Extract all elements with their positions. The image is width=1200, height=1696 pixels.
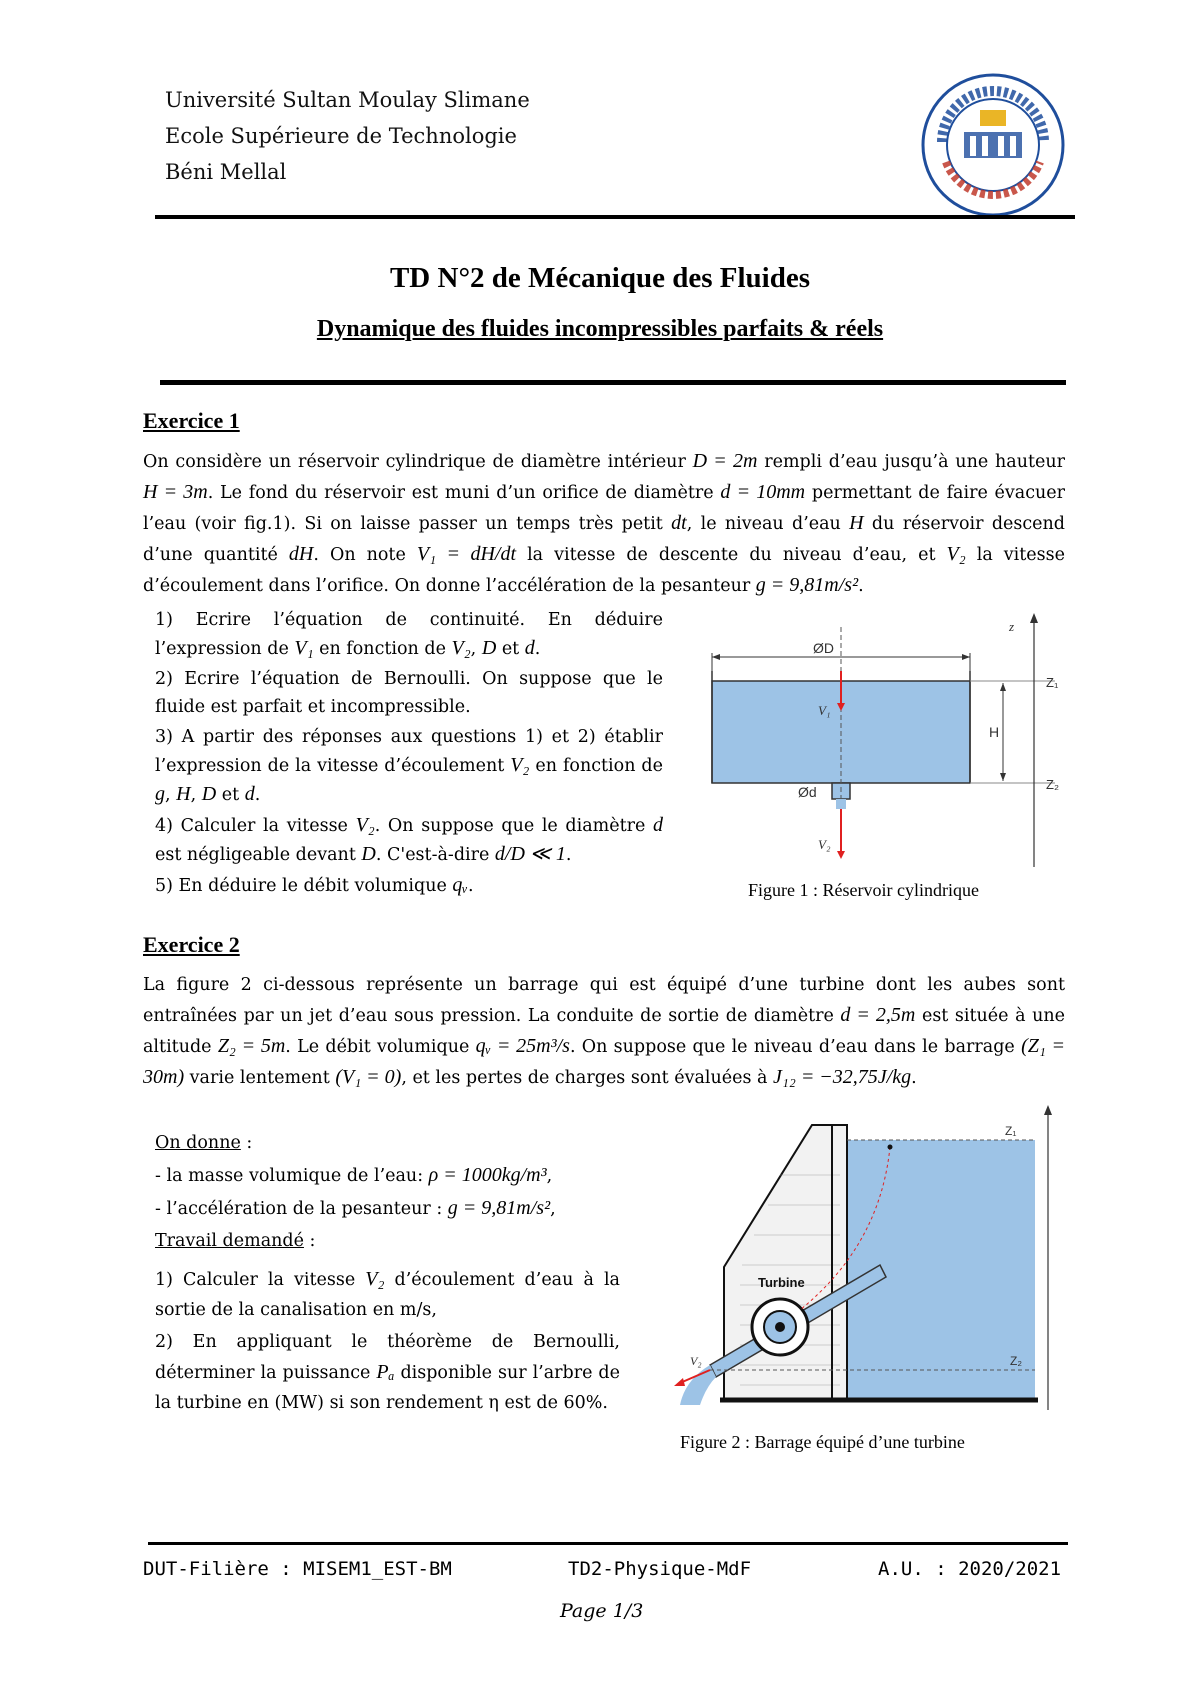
logo-seal-icon xyxy=(920,72,1066,218)
work-heading: Travail demandé : xyxy=(155,1231,316,1251)
question-1: 1) Ecrire l’équation de continuité. En déduire l’expression de V₁ en fonction de V₂, D et d. xyxy=(155,610,663,659)
exercise-1-questions xyxy=(155,606,663,902)
question-5: 5) En déduire le débit volumique qᵥ. xyxy=(155,874,474,896)
work-question-2: 2) En appliquant le théorème de Bernoulli, déterminer la puissance Pₐ disponible sur l’arbre de la turbine en (MW) si son rendement η est de 60%. xyxy=(155,1332,620,1413)
exercise-1-intro: On considère un réservoir cylindrique de diamètre intérieur D = 2m rempli d’eau jusqu’à une hauteur H = 3m. Le fond du réservoir est muni d’un orifice de diamètre d = 10mm permettant de faire évacuer l’eau (voir fig.1). Si on laisse passer un temps très petit dt, le niveau d’eau H du réservoir descend d’une quantité dH. On note V₁ = dH/dt la vitesse de descente du niveau d’eau, et V₂ la vitesse d’écoulement dans l’orifice. On donne l’accélération de la pesanteur g = 9,81m/s². xyxy=(143,450,1066,596)
university-name: Université Sultan Moulay Slimane xyxy=(165,88,530,112)
label-H: H xyxy=(989,724,1000,740)
label-Z1: Z₁ xyxy=(1046,675,1059,690)
work-question-1: 1) Calculer la vitesse V₂ d’écoulement d’eau à la sortie de la canalisation en m/s, xyxy=(155,1268,620,1320)
label-turbine: Turbine xyxy=(758,1275,805,1290)
label-V2: V₂ xyxy=(818,837,831,852)
exercise-1-heading: Exercice 1 xyxy=(143,408,240,433)
city-name: Béni Mellal xyxy=(165,160,287,184)
given-density: - la masse volumique de l’eau: ρ = 1000kg/m³, xyxy=(155,1164,553,1186)
label-V2-outlet: V₂ xyxy=(690,1354,702,1368)
label-Z2: Z₂ xyxy=(1046,777,1059,792)
label-diameter-d: Ød xyxy=(798,784,817,800)
figure-2 xyxy=(650,1095,1070,1430)
exercise-2-body xyxy=(155,1128,620,1420)
dam-turbine-diagram xyxy=(650,1095,1070,1430)
footer-left: DUT-Filière : MISEM1_EST-BM xyxy=(143,1558,452,1580)
exercise-2-heading: Exercice 2 xyxy=(143,932,240,957)
exercise-2-intro: La figure 2 ci-dessous représente un barrage qui est équipé d’une turbine dont les aubes sont entraînées par un jet d’eau sous pression. La conduite de sortie de diamètre d = 2,5m est située à une altitude Z₂ = 5m. Le débit volumique qᵥ = 25m³/s. On suppose que le niveau d’eau dans le barrage (Z₁ = 30m) varie lentement (V₁ = 0), et les pertes de charges sont évaluées à J₁₂ = −32,75J/kg. xyxy=(143,975,1066,1088)
given-heading: On donne : xyxy=(155,1133,253,1153)
given-gravity: - l’accélération de la pesanteur : g = 9,81m/s², xyxy=(155,1197,556,1219)
figure-1-caption: Figure 1 : Réservoir cylindrique xyxy=(748,880,979,900)
footer-divider xyxy=(148,1542,1068,1545)
label-Z2-level: Z₂ xyxy=(1010,1354,1022,1368)
question-3: 3) A partir des réponses aux questions 1) et 2) établir l’expression de la vitesse d’écoulement V₂ en fonction de g, H, D et d. xyxy=(155,727,663,805)
label-Z1-level: Z₁ xyxy=(1005,1124,1017,1138)
page-title: TD N°2 de Mécanique des Fluides xyxy=(389,262,811,294)
school-name: Ecole Supérieure de Technologie xyxy=(165,124,517,148)
school-logo xyxy=(920,72,1066,218)
page-number: Page 1/3 xyxy=(560,1600,644,1622)
title-divider xyxy=(160,380,1066,385)
label-diameter-D: ØD xyxy=(813,640,834,656)
label-V1: V₁ xyxy=(818,703,831,718)
page-subtitle: Dynamique des fluides incompressibles parfaits & réels xyxy=(316,316,884,342)
header-divider xyxy=(155,215,1075,219)
footer-center: TD2-Physique-MdF xyxy=(568,1558,752,1580)
figure-2-caption: Figure 2 : Barrage équipé d’une turbine xyxy=(680,1432,965,1452)
label-z-axis: z xyxy=(1009,619,1015,634)
footer-right: A.U. : 2020/2021 xyxy=(878,1558,1062,1580)
reservoir-diagram xyxy=(700,605,1080,875)
question-2: 2) Ecrire l’équation de Bernoulli. On suppose que le fluide est parfait et incompressible. xyxy=(155,669,663,717)
question-4: 4) Calculer la vitesse V₂. On suppose que le diamètre d est négligeable devant D. C'est-à-dire d/D ≪ 1. xyxy=(155,814,664,865)
figure-1 xyxy=(700,605,1080,875)
